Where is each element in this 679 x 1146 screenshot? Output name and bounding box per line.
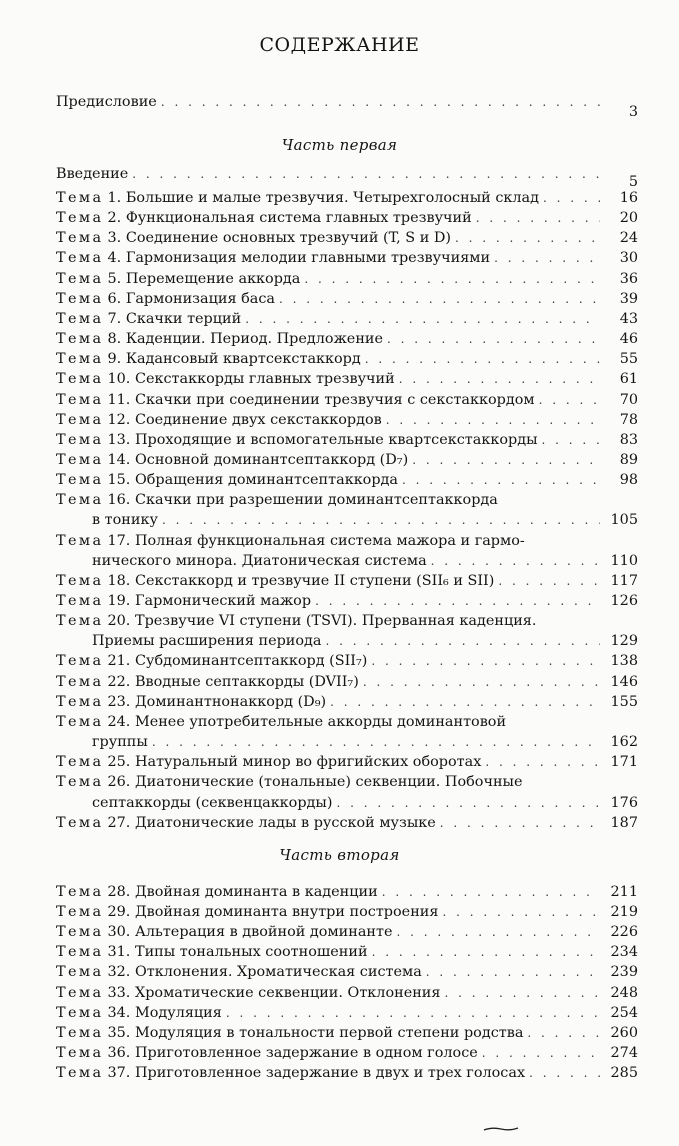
entry-text	[108, 651, 368, 671]
entry-page: 70	[619, 391, 638, 408]
topic-number: 28.	[107, 884, 131, 900]
toc-entry	[56, 882, 638, 902]
toc-entry	[56, 228, 638, 248]
dot-leader	[330, 692, 600, 712]
entry-text	[108, 1043, 478, 1063]
topic-number: 10.	[107, 371, 131, 388]
topic-label: Тема	[56, 351, 104, 368]
dot-leader	[542, 430, 600, 450]
topic-title: Модуляция в тональности первой степени родства	[134, 1024, 524, 1041]
topic-label: Тема	[56, 593, 104, 609]
topic-label: Тема	[56, 1044, 104, 1061]
dot-leader	[543, 188, 600, 208]
topic-number: 21.	[107, 653, 131, 670]
topic-number: 7.	[107, 310, 122, 327]
entry-text	[108, 882, 378, 902]
toc-entry	[56, 591, 638, 611]
dot-leader	[336, 793, 600, 813]
topic-label: Тема	[56, 924, 104, 941]
entry-page: 30	[619, 250, 638, 267]
entry-page: 254	[610, 1004, 638, 1021]
toc-entry	[56, 752, 638, 772]
toc-entry-continuation	[92, 551, 638, 571]
topic-label: Тема	[56, 884, 104, 900]
topic-title: Обращения доминантсептаккорда	[134, 472, 398, 489]
toc-entry-continuation	[92, 793, 638, 813]
entry-text	[108, 410, 382, 430]
dot-leader	[494, 248, 600, 268]
entry-page: 39	[619, 290, 638, 307]
dot-leader	[485, 752, 600, 772]
topic-number: 12.	[107, 411, 131, 428]
toc-entry-preface	[56, 92, 638, 120]
toc-entry	[56, 390, 638, 410]
topic-title: Полная функциональная система мажора и гармо-	[134, 532, 525, 549]
topic-number: 18.	[107, 572, 131, 589]
dot-leader	[387, 329, 600, 349]
entry-text	[108, 962, 422, 982]
entry-text-continued: Приемы расширения периода	[92, 633, 322, 650]
entry-page: 55	[619, 351, 638, 368]
topic-number: 14.	[107, 451, 131, 468]
dot-leader	[326, 631, 601, 651]
topic-title: Хроматические секвенции. Отклонения	[134, 984, 441, 1001]
entry-text	[108, 309, 242, 329]
topic-number: 33.	[107, 984, 131, 1001]
entry-text	[108, 349, 361, 369]
topic-number: 11.	[107, 391, 131, 408]
toc-entry	[56, 329, 638, 349]
topic-label: Тема	[56, 613, 104, 630]
dot-leader	[402, 470, 600, 490]
dot-leader	[386, 410, 600, 430]
dot-leader	[372, 942, 600, 962]
toc-entry	[56, 672, 638, 692]
toc-entry	[56, 813, 638, 833]
topic-label: Тема	[56, 964, 104, 981]
dot-leader	[426, 962, 600, 982]
toc-entry	[56, 470, 638, 490]
toc-entry-continuation	[92, 631, 638, 651]
dot-leader	[444, 983, 600, 1003]
topic-number: 27.	[107, 814, 131, 831]
toc-entry	[56, 289, 638, 309]
entry-page: 219	[610, 904, 638, 921]
topic-title: Модуляция	[134, 1004, 222, 1021]
topic-title: Функциональная система главных трезвучий	[125, 210, 472, 227]
dot-leader	[498, 571, 600, 591]
topic-title: Проходящие и вспомогательные квартсекстаккорды	[134, 431, 538, 448]
topic-title: Натуральный минор во фригийских оборотах	[134, 754, 482, 771]
toc-entry	[56, 1023, 638, 1043]
entry-text	[108, 672, 359, 692]
topic-label: Тема	[56, 190, 104, 206]
toc-entry	[56, 369, 638, 389]
topic-label: Тема	[56, 774, 104, 791]
entry-text	[108, 772, 523, 792]
topic-title: Большие и малые трезвучия. Четырехголосный склад	[125, 190, 539, 206]
toc-entry	[56, 208, 638, 228]
dot-leader	[539, 390, 600, 410]
entry-text-continued: в тонику	[92, 512, 158, 529]
toc-entry	[56, 490, 638, 510]
entry-text	[108, 1063, 526, 1083]
topic-number: 29.	[107, 904, 131, 921]
entry-page: 5	[628, 174, 638, 190]
topic-label: Тема	[56, 472, 104, 489]
topic-number: 8.	[107, 331, 122, 348]
part-heading-1: Часть первая	[281, 136, 398, 154]
topic-label: Тема	[56, 331, 104, 348]
dot-leader	[304, 269, 600, 289]
topic-title: Основной доминантсептаккорд (D₇)	[134, 451, 409, 468]
topic-title: Гармонический мажор	[134, 593, 312, 609]
dot-leader	[442, 902, 600, 922]
topic-title: Гармонизация баса	[125, 290, 275, 307]
entry-text	[108, 248, 491, 268]
toc-entry	[56, 712, 638, 732]
entry-text	[108, 228, 452, 248]
toc-entry	[56, 1043, 638, 1063]
entry-page: 146	[610, 673, 638, 690]
dot-leader	[226, 1003, 600, 1023]
entry-text	[108, 450, 409, 470]
entry-page: 126	[610, 593, 638, 609]
topic-title: Субдоминантсептаккорд (SII₇)	[134, 653, 368, 670]
entry-text	[108, 591, 312, 611]
entry-page: 98	[619, 472, 638, 489]
entry-page: 3	[628, 104, 638, 120]
topic-number: 24.	[107, 713, 131, 730]
topic-label: Тема	[56, 411, 104, 428]
topic-label: Тема	[56, 984, 104, 1001]
entry-page: 162	[610, 734, 638, 751]
toc-entry	[56, 902, 638, 922]
topic-title: Каденции. Период. Предложение	[125, 331, 384, 348]
entry-text	[108, 470, 399, 490]
toc-entry-continuation	[92, 732, 638, 752]
entry-text	[108, 369, 395, 389]
dot-leader	[365, 349, 600, 369]
topic-title: Отклонения. Хроматическая система	[134, 964, 422, 981]
toc-entry	[56, 651, 638, 671]
topic-number: 3.	[107, 230, 122, 247]
topic-label: Тема	[56, 944, 104, 961]
topic-title: Скачки при соединении трезвучия с секстаккордом	[134, 391, 535, 408]
entry-page: 78	[619, 411, 638, 428]
dot-leader	[279, 289, 600, 309]
dot-leader	[315, 591, 600, 611]
topic-label: Тема	[56, 270, 104, 287]
dot-leader	[152, 732, 600, 752]
topic-title: Кадансовый квартсекстаккорд	[125, 351, 361, 368]
entry-text	[108, 531, 525, 551]
entry-page: 110	[610, 552, 638, 569]
topic-number: 1.	[107, 190, 122, 206]
topic-number: 37.	[107, 1064, 131, 1081]
topic-label: Тема	[56, 431, 104, 448]
entry-text	[108, 942, 368, 962]
entry-text-continued: нического минора. Диатоническая система	[92, 552, 427, 569]
topic-title: Соединение двух секстаккордов	[134, 411, 382, 428]
topic-title: Соединение основных трезвучий (T, S и D)	[125, 230, 452, 247]
topic-title: Трезвучие VI ступени (TSVI). Прерванная каденция.	[134, 613, 537, 630]
entry-page: 285	[610, 1064, 638, 1081]
toc-entry	[56, 531, 638, 551]
entry-text	[108, 922, 393, 942]
toc-entry	[56, 248, 638, 268]
toc-entry	[56, 611, 638, 631]
topic-number: 16.	[107, 492, 131, 509]
dot-leader	[132, 164, 600, 184]
entry-page: 89	[619, 451, 638, 468]
entry-text	[108, 1003, 222, 1023]
topic-label: Тема	[56, 371, 104, 388]
entry-page: 226	[610, 924, 638, 941]
entry-page: 239	[610, 964, 638, 981]
entry-page: 83	[619, 431, 638, 448]
toc-entry	[56, 188, 638, 208]
topic-number: 26.	[107, 774, 131, 791]
entry-text	[108, 329, 384, 349]
toc-entry	[56, 942, 638, 962]
entry-text	[108, 752, 482, 772]
topic-title: Секстаккорд и трезвучие II ступени (SII₆ и SII)	[134, 572, 495, 589]
entry-text	[108, 208, 472, 228]
entry-text	[108, 611, 537, 631]
topic-title: Типы тональных соотношений	[134, 944, 368, 961]
topic-title: Скачки терций	[125, 310, 242, 327]
topic-title: Диатонические (тональные) секвенции. Побочные	[134, 774, 523, 791]
topic-label: Тема	[56, 290, 104, 307]
entry-page: 117	[610, 572, 638, 589]
entry-text	[108, 712, 507, 732]
topic-label: Тема	[56, 904, 104, 921]
toc-entry	[56, 269, 638, 289]
topic-label: Тема	[56, 693, 104, 710]
dot-leader	[412, 450, 600, 470]
topic-label: Тема	[56, 492, 104, 509]
topic-number: 31.	[107, 944, 131, 961]
topic-title: Секстаккорды главных трезвучий	[134, 371, 395, 388]
topic-title: Менее употребительные аккорды доминантовой	[134, 713, 507, 730]
topic-title: Перемещение аккорда	[125, 270, 301, 287]
entry-page: 171	[610, 754, 638, 771]
topic-label: Тема	[56, 250, 104, 267]
dot-leader	[371, 651, 600, 671]
topic-label: Тема	[56, 230, 104, 247]
topic-number: 20.	[107, 613, 131, 630]
entry-text-continued: группы	[92, 734, 148, 751]
entry-text	[108, 390, 535, 410]
toc-entry	[56, 692, 638, 712]
toc-entry	[56, 410, 638, 430]
entry-page: 211	[610, 884, 638, 900]
topic-label: Тема	[56, 310, 104, 327]
dot-leader	[529, 1063, 600, 1083]
topic-number: 17.	[107, 532, 131, 549]
entry-text	[108, 571, 495, 591]
toc-entry	[56, 309, 638, 329]
topic-label: Тема	[56, 754, 104, 771]
topic-label: Тема	[56, 210, 104, 227]
dot-leader	[396, 922, 600, 942]
entry-text-continued: септаккорды (секвенцаккорды)	[92, 794, 333, 811]
entry-text	[108, 813, 436, 833]
topic-number: 9.	[107, 351, 122, 368]
dot-leader	[455, 228, 600, 248]
toc-entry	[56, 1063, 638, 1083]
entry-text	[108, 188, 539, 208]
topic-label: Тема	[56, 1004, 104, 1021]
dot-leader	[161, 92, 600, 112]
ink-mark	[482, 1124, 520, 1134]
toc-entry	[56, 772, 638, 792]
topic-title: Приготовленное задержание в одном голосе	[134, 1044, 478, 1061]
topic-number: 30.	[107, 924, 131, 941]
topic-number: 34.	[107, 1004, 131, 1021]
topic-label: Тема	[56, 391, 104, 408]
toc-entry	[56, 571, 638, 591]
entry-text	[108, 1023, 524, 1043]
entry-text	[108, 490, 498, 510]
topic-title: Скачки при разрешении доминантсептаккорда	[134, 492, 498, 509]
entry-text	[108, 289, 275, 309]
topic-label: Тема	[56, 713, 104, 730]
entry-text: Предисловие	[56, 94, 157, 110]
topic-title: Приготовленное задержание в двух и трех голосах	[134, 1064, 526, 1081]
toc-entry	[56, 983, 638, 1003]
dot-leader	[363, 672, 600, 692]
entry-page: 138	[610, 653, 638, 670]
entry-page: 248	[610, 984, 638, 1001]
topic-label: Тема	[56, 451, 104, 468]
topic-title: Диатонические лады в русской музыке	[134, 814, 436, 831]
dot-leader	[162, 510, 600, 530]
entry-page: 187	[610, 814, 638, 831]
entry-page: 129	[610, 633, 638, 650]
topic-number: 4.	[107, 250, 122, 267]
entry-page: 176	[610, 794, 638, 811]
entry-text	[108, 692, 327, 712]
topic-label: Тема	[56, 1064, 104, 1081]
entry-page: 260	[610, 1024, 638, 1041]
entry-page: 36	[619, 270, 638, 287]
entry-page: 155	[610, 693, 638, 710]
part-heading-2: Часть вторая	[279, 846, 400, 864]
topic-number: 13.	[107, 431, 131, 448]
dot-leader	[482, 1043, 600, 1063]
entry-page: 234	[610, 944, 638, 961]
entry-text	[108, 983, 441, 1003]
entry-text	[108, 430, 538, 450]
topic-number: 22.	[107, 673, 131, 690]
entry-page: 274	[610, 1044, 638, 1061]
dot-leader	[382, 882, 600, 902]
dot-leader	[440, 813, 600, 833]
toc-entry	[56, 349, 638, 369]
topic-number: 32.	[107, 964, 131, 981]
topic-label: Тема	[56, 572, 104, 589]
dot-leader	[476, 208, 600, 228]
entry-page: 24	[619, 230, 638, 247]
topic-number: 15.	[107, 472, 131, 489]
topic-label: Тема	[56, 653, 104, 670]
dot-leader	[527, 1023, 600, 1043]
entry-text	[108, 269, 301, 289]
topic-number: 6.	[107, 290, 122, 307]
topic-number: 5.	[107, 270, 122, 287]
page-title: СОДЕРЖАНИЕ	[259, 34, 420, 56]
topic-title: Гармонизация мелодии главными трезвучиями	[125, 250, 491, 267]
topic-label: Тема	[56, 814, 104, 831]
topic-title: Доминантнонаккорд (D₉)	[134, 693, 327, 710]
topic-label: Тема	[56, 673, 104, 690]
dot-leader	[431, 551, 600, 571]
topic-title: Вводные септаккорды (DVII₇)	[134, 673, 359, 690]
toc-entry	[56, 1003, 638, 1023]
entry-page: 46	[619, 331, 638, 348]
topic-label: Тема	[56, 532, 104, 549]
entry-page: 43	[619, 310, 638, 327]
topic-number: 35.	[107, 1024, 131, 1041]
topic-number: 19.	[107, 593, 131, 609]
toc-entry	[56, 430, 638, 450]
dot-leader	[399, 369, 600, 389]
entry-page: 105	[610, 512, 638, 529]
topic-number: 23.	[107, 693, 131, 710]
topic-title: Двойная доминанта в каденции	[134, 884, 378, 900]
toc-entry	[56, 962, 638, 982]
topic-number: 25.	[107, 754, 131, 771]
dot-leader	[245, 309, 600, 329]
entry-page: 16	[619, 190, 638, 206]
topic-title: Альтерация в двойной доминанте	[134, 924, 393, 941]
toc-entry	[56, 922, 638, 942]
topic-number: 2.	[107, 210, 122, 227]
entry-page: 61	[619, 371, 638, 388]
toc-entry-continuation	[92, 510, 638, 530]
topic-label: Тема	[56, 1024, 104, 1041]
toc-entry	[56, 450, 638, 470]
entry-page: 20	[619, 210, 638, 227]
topic-title: Двойная доминанта внутри построения	[134, 904, 439, 921]
entry-text: Введение	[56, 166, 129, 182]
topic-number: 36.	[107, 1044, 131, 1061]
toc-entry-intro	[56, 164, 638, 190]
entry-text	[108, 902, 439, 922]
